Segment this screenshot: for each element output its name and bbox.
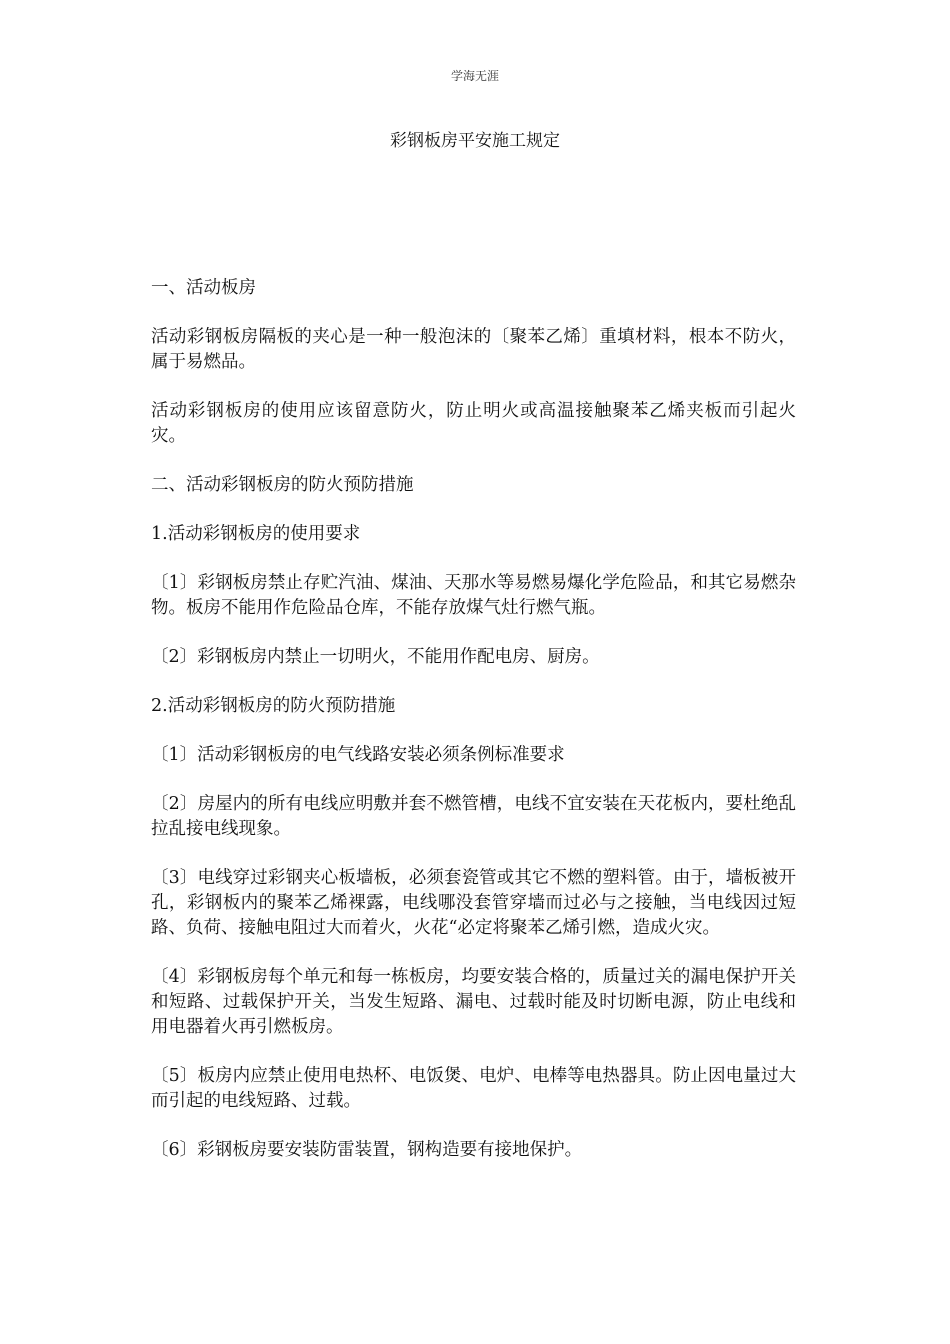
list-item: 〔1〕活动彩钢板房的电气线路安装必须条例标准要求 [151, 745, 565, 765]
subsection-heading: 2.活动彩钢板房的防火预防措施 [151, 696, 396, 716]
paragraph: 活动彩钢板房隔板的夹心是一种一般泡沫的〔聚苯乙烯〕重填材料，根本不防火，属于易燃品。 [151, 327, 796, 372]
document-title: 彩钢板房平安施工规定 [390, 131, 560, 151]
paragraph: 活动彩钢板房的使用应该留意防火，防止明火或高温接触聚苯乙烯夹板而引起火灾。 [151, 401, 796, 446]
list-item: 〔5〕板房内应禁止使用电热杯、电饭煲、电炉、电棒等电热器具。防止因电量过大而引起的电线短路、过载。 [151, 1066, 796, 1111]
section-heading: 一、活动板房 [151, 278, 256, 298]
document-body [151, 276, 796, 1187]
list-item: 〔2〕房屋内的所有电线应明敷并套不燃管槽，电线不宜安装在天花板内，要杜绝乱拉乱接电线现象。 [151, 794, 796, 839]
list-item: 〔2〕彩钢板房内禁止一切明火，不能用作配电房、厨房。 [151, 647, 600, 667]
list-item: 〔1〕彩钢板房禁止存贮汽油、煤油、天那水等易燃易爆化学危险品，和其它易燃杂物。板房不能用作危险品仓库，不能存放煤气灶行燃气瓶。 [151, 573, 796, 618]
section-heading: 二、活动彩钢板房的防火预防措施 [151, 475, 414, 495]
list-item: 〔4〕彩钢板房每个单元和每一栋板房，均要安装合格的，质量过关的漏电保护开关和短路、过载保护开关，当发生短路、漏电、过载时能及时切断电源，防止电线和用电器着火再引燃板房。 [151, 967, 796, 1037]
subsection-heading: 1.活动彩钢板房的使用要求 [151, 524, 361, 544]
list-item: 〔6〕彩钢板房要安装防雷装置，钢构造要有接地保护。 [151, 1140, 583, 1160]
list-item: 〔3〕电线穿过彩钢夹心板墙板，必须套瓷管或其它不燃的塑料管。由于，墙板被开孔，彩钢板内的聚苯乙烯裸露，电线哪没套管穿墙而过必与之接触，当电线因过短路、负荷、接触电阻过大而着火，火花“必定将聚苯乙烯引燃，造成火灾。 [151, 868, 796, 938]
page-header: 学海无涯 [450, 69, 499, 83]
